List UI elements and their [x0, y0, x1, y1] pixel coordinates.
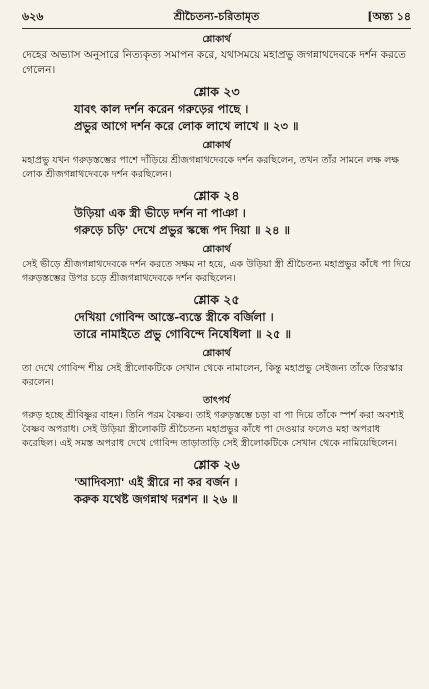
translation-label: শ্লোকার্থ: [202, 140, 231, 151]
translation-text: সেই ভীড়ে শ্রীজগন্নাথদেবকে দর্শন করতে সক্ষম না হয়ে, এক উড়িয়া স্ত্রী শ্রীচৈতন্য মহাপ্রভুর কাঁধে পা দিয়ে গরুড়স্তম্ভের উপর চড়ে শ্রীজগন্নাথদেবকে দর্শন করছিলেন।: [22, 259, 411, 284]
verse-line: প্রভুর আগে দর্শন করে লোক লাখে লাখে ॥ ২৩ ॥: [74, 119, 299, 133]
translation-label: শ্লোকার্থ: [202, 348, 231, 359]
page-header: [22, 6, 411, 29]
verse-heading: শ্লোক ২৩: [193, 84, 240, 99]
verse-text: [22, 101, 411, 135]
verse-line: উড়িয়া এক স্ত্রী ভীড়ে দর্শন না পাঞা ।: [74, 206, 246, 220]
verse-heading: শ্লোক ২৫: [193, 292, 240, 307]
verse-heading: শ্লোক ২৪: [193, 188, 240, 203]
page-number: ৬২৬: [22, 10, 44, 23]
purport-label: তাৎপর্য: [203, 395, 230, 406]
translation-text: মহাপ্রভু যখন গরুড়স্তম্ভের পাশে দাঁড়িয়ে শ্রীজগন্নাথদেবকে দর্শন করছিলেন, তখন তাঁর সামনে লক্ষ লক্ষ লোক শ্রীজগন্নাথদেবকে দর্শন করছিলেন।: [22, 155, 399, 180]
verse-line: গরুড়ে চড়ি' দেখে প্রভুর স্কন্ধে পদ দিয়া ॥ ২৪ ॥: [74, 223, 291, 237]
verse-line: তারে নামাইতে প্রভু গোবিন্দে নিষেধিলা ॥ ২৫ ॥: [74, 327, 292, 341]
verse-heading: শ্লোক ২৬: [193, 457, 240, 472]
verse-line: দেখিয়া গোবিন্দ আস্তে-ব্যস্তে স্ত্রীকে বর্জিলা ।: [74, 310, 274, 324]
verse-line: যাবৎ কাল দর্শন করেন গরুড়ের পাছে ।: [74, 102, 249, 116]
translation-label: শ্লোকার্থ: [202, 34, 231, 45]
verse-text: [22, 474, 411, 508]
verse-line: 'আদিবস্যা' এই স্ত্রীরে না কর বর্জন ।: [74, 475, 238, 489]
verse-text: [22, 309, 411, 343]
book-title: শ্রীচৈতন্য-চরিতামৃত: [173, 10, 260, 23]
translation-text: দেহের অভ্যাস অনুসারে নিত্যকৃত্য সমাপন করে, যথাসময়ে মহাপ্রভু জগন্নাথদেবকে দর্শন করতে গেলেন।: [22, 49, 406, 76]
canto-label: [অন্ত্য ১৪: [367, 10, 411, 23]
translation-label: শ্লোকার্থ: [202, 244, 231, 255]
purport-text: গরুড় হচ্ছে শ্রীবিষ্ণুর বাহন। তিনি পরম বৈষ্ণব। তাই গরুড়স্তম্ভে চড়া বা পা দিয়ে তাঁকে স্পর্শ করা অবশ্যই বৈষ্ণব অপরাধ। সেই উড়িয়া স্ত্রীলোকটি শ্রীচৈতন্য মহাপ্রভুর কাঁধে পা দেওয়ার ফলেও মহা অপরাধ করেছিল। এই সমস্ত অপরাধ দেখে গোবিন্দ তাড়াতাড়ি সেই স্ত্রীলোকটিকে সেখান থেকে নামিয়েছিলেন।: [22, 410, 404, 449]
translation-text: তা দেখে গোবিন্দ শীঘ্র সেই স্ত্রীলোকটিকে সেখান থেকে নামালেন, কিন্তু মহাপ্রভু সেইজন্য তাঁকে তিরস্কার করলেন।: [22, 363, 404, 388]
verse-text: [22, 205, 411, 239]
verse-line: করুক যথেষ্ট জগন্নাথ দরশন ॥ ২৬ ॥: [74, 492, 238, 506]
